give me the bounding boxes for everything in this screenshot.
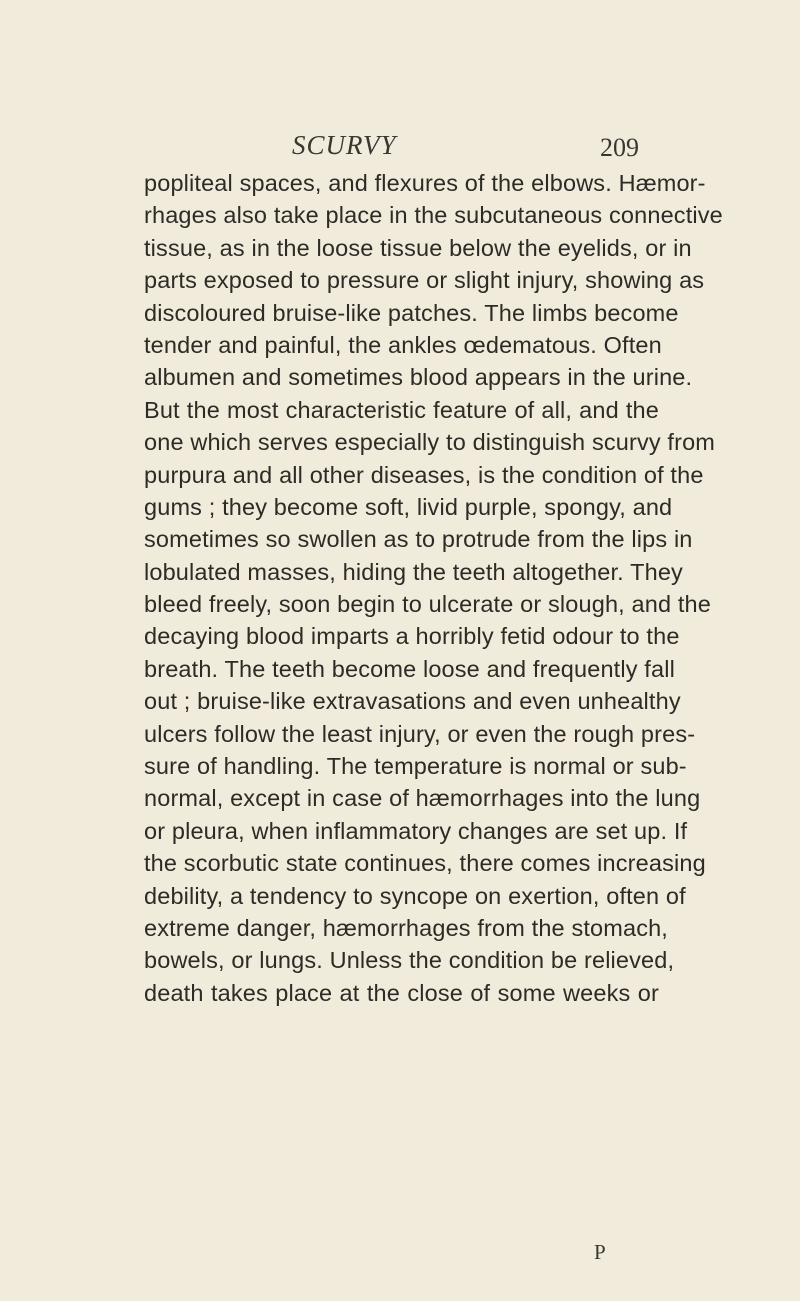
text-line: extreme danger, hæmorrhages from the stomach, xyxy=(144,914,668,941)
text-line: out ; bruise-like extravasations and even unhealthy xyxy=(144,688,681,715)
text-line: popliteal spaces, and flexures of the elbows. Hæmor- xyxy=(144,170,706,196)
text-line: death takes place at the close of some weeks or xyxy=(144,979,659,1006)
text-line: gums ; they become soft, livid purple, spongy, and xyxy=(144,493,673,520)
text-line: ulcers follow the least injury, or even the rough pres- xyxy=(144,720,696,747)
text-line: one which serves especially to distinguish scurvy from xyxy=(144,429,716,456)
text-line: sometimes so swollen as to protrude from the lips in xyxy=(144,526,693,553)
text-line: normal, except in case of hæmorrhages into the lung xyxy=(144,785,701,812)
text-line: bowels, or lungs. Unless the condition be relieved, xyxy=(144,947,675,974)
running-title: SCURVY xyxy=(292,130,397,160)
text-line: rhages also take place in the subcutaneous connective xyxy=(144,202,723,229)
text-line: or pleura, when inflammatory changes are set up. If xyxy=(144,817,688,844)
text-line: bleed freely, soon begin to ulcerate or slough, and the xyxy=(144,591,711,618)
text-line: albumen and sometimes blood appears in the urine. xyxy=(144,364,693,391)
text-line: But the most characteristic feature of all, and the xyxy=(144,396,659,423)
page-number: 209 xyxy=(600,133,639,162)
text-line: parts exposed to pressure or slight injury, showing as xyxy=(144,267,705,294)
text-line: tissue, as in the loose tissue below the eyelids, or in xyxy=(144,234,692,261)
text-line: sure of handling. The temperature is normal or sub- xyxy=(144,753,687,780)
text-line: tender and painful, the ankles œdematous. Often xyxy=(144,331,662,358)
text-line: discoloured bruise-like patches. The limbs become xyxy=(144,299,679,326)
text-line: breath. The teeth become loose and frequently fall xyxy=(144,655,675,682)
running-head xyxy=(0,128,800,168)
text-line: lobulated masses, hiding the teeth altogether. They xyxy=(144,558,683,585)
text-line: decaying blood imparts a horribly fetid odour to the xyxy=(144,623,680,650)
signature-mark: P xyxy=(594,1240,606,1264)
text-line: the scorbutic state continues, there comes increasing xyxy=(144,850,706,877)
text-line: debility, a tendency to syncope on exertion, often of xyxy=(144,882,686,909)
text-line: purpura and all other diseases, is the condition of the xyxy=(144,461,704,488)
body-text xyxy=(144,167,723,1009)
